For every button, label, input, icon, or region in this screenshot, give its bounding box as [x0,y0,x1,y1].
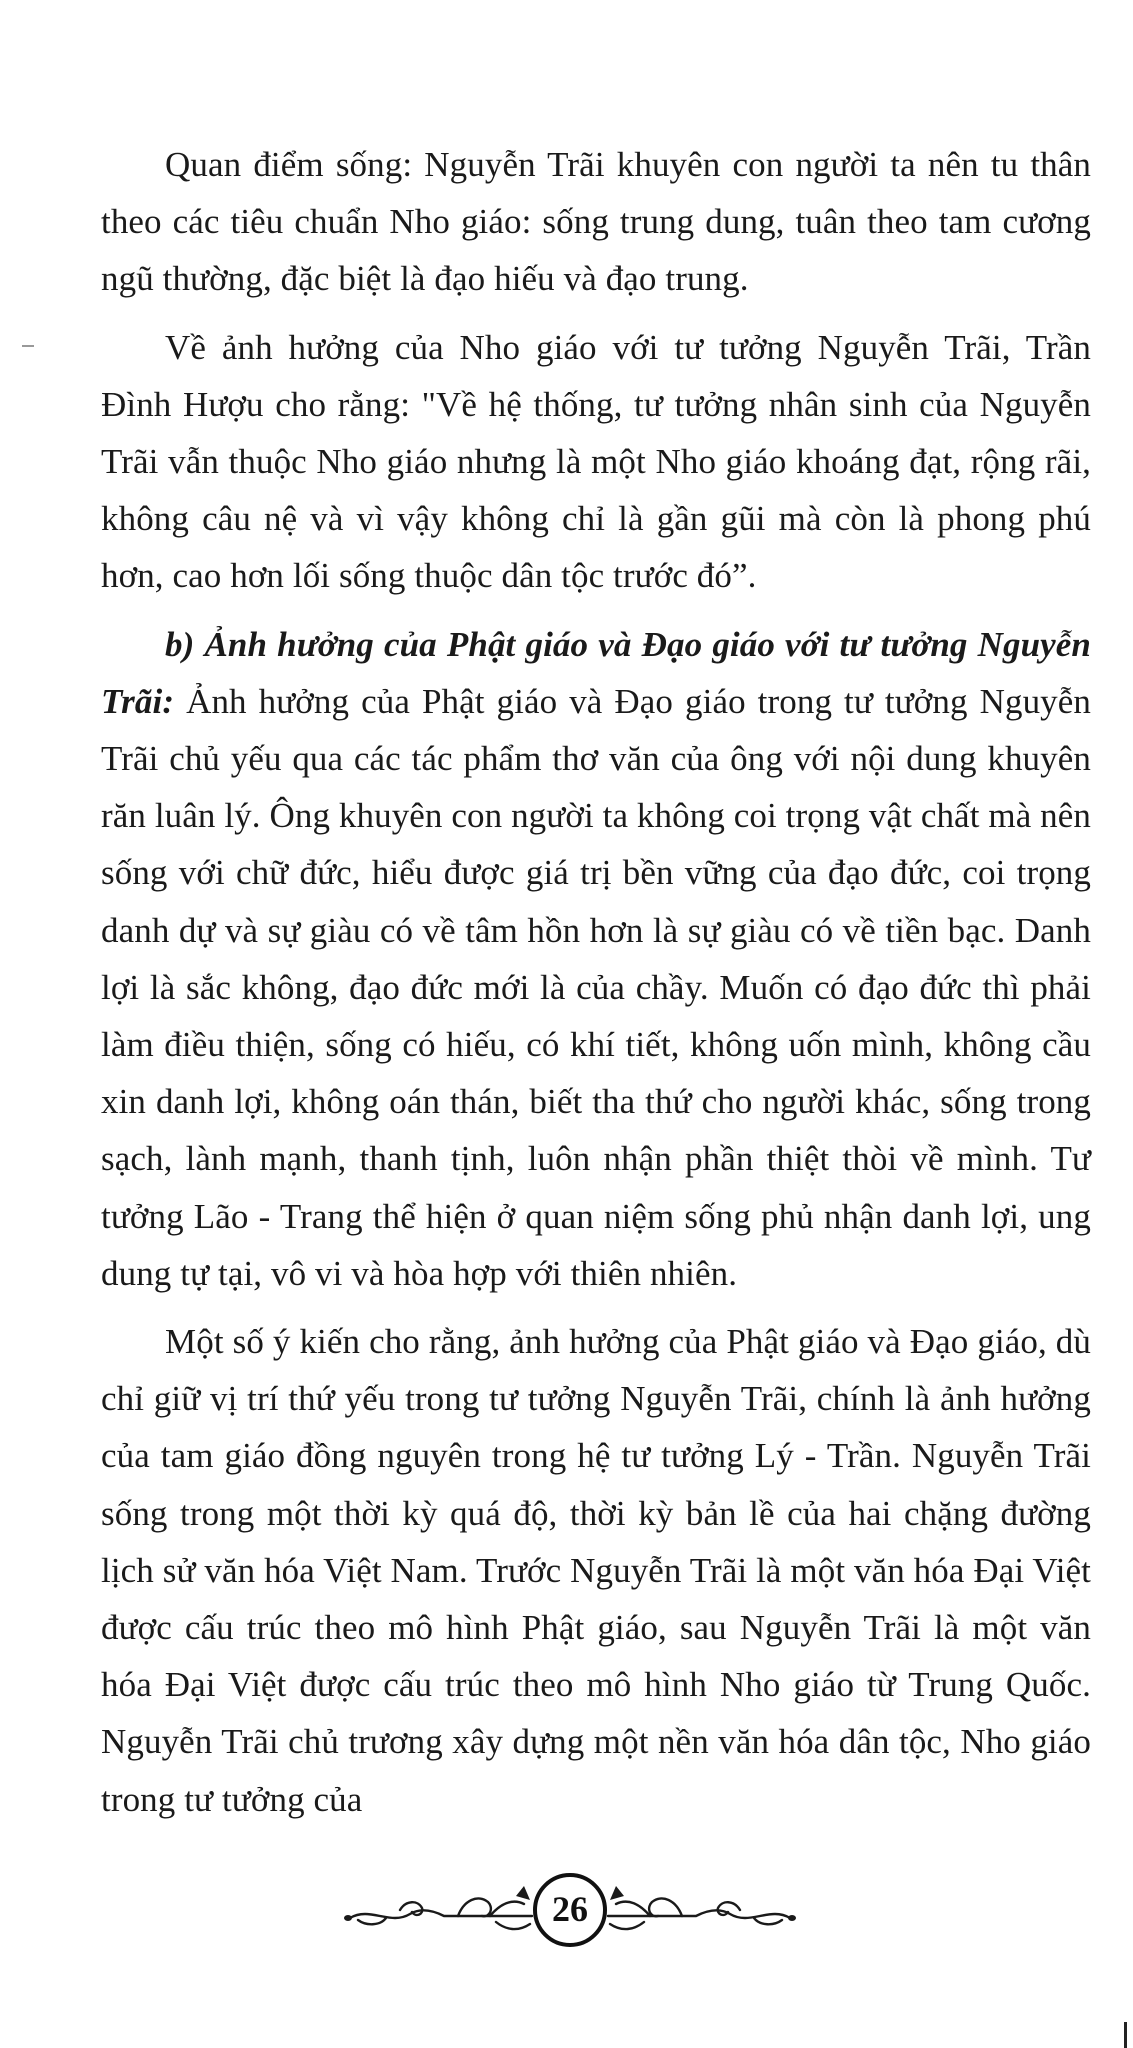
page-footer-ornament [340,1860,800,1956]
paragraph-text: Về ảnh hưởng của Nho giáo với tư tưởng Nguyễn Trãi, Trần Đình Hượu cho rằng: "Về hệ thống, tư tưởng nhân sinh của Nguyễn Trãi vẫn thuộc Nho giáo nhưng là một Nho giáo khoáng đạt, rộng rãi, không câu nệ và vì vậy không chỉ là gần gũi mà còn là phong phú hơn, cao hơn lối sống thuộc dân tộc trước đó”. [101,327,1091,596]
margin-mark [22,345,34,347]
paragraph [101,1313,1091,1828]
section-heading: b) Ảnh hưởng của Phật giáo và Đạo giáo với tư tưởng Nguyễn Trãi: [101,624,1091,721]
paragraph-text: Ảnh hưởng của Phật giáo và Đạo giáo trong tư tưởng Nguyễn Trãi chủ yếu qua các tác phẩm thơ văn của ông với nội dung khuyên răn luân lý. Ông khuyên con người ta không coi trọng vật chất mà nên sống với chữ đức, hiểu được giá trị bền vững của đạo đức, coi trọng danh dự và sự giàu có về tâm hồn hơn là sự giàu có về tiền bạc. Danh lợi là sắc không, đạo đức mới là của chầy. Muốn có đạo đức thì phải làm điều thiện, sống có hiếu, có khí tiết, không uốn mình, không cầu xin danh lợi, không oán thán, biết tha thứ cho người khác, sống trong sạch, lành mạnh, thanh tịnh, luôn nhận phần thiệt thòi về mình. Tư tưởng Lão - Trang thể hiện ở quan niệm sống phủ nhận danh lợi, ung dung tự tại, vô vi và hòa hợp với thiên nhiên. [101,681,1092,1293]
paragraph-text: Quan điểm sống: Nguyễn Trãi khuyên con người ta nên tu thân theo các tiêu chuẩn Nho giáo: sống trung dung, tuân theo tam cương ngũ thường, đặc biệt là đạo hiếu và đạo trung. [101,145,1091,299]
edge-mark [1124,2022,1127,2048]
paragraph [101,136,1091,308]
paragraph-text: Một số ý kiến cho rằng, ảnh hưởng của Phật giáo và Đạo giáo, dù chỉ giữ vị trí thứ yếu trong tư tưởng Nguyễn Trãi, chính là ảnh hưởng của tam giáo đồng nguyên trong hệ tư tưởng Lý - Trần. Nguyễn Trãi sống trong một thời kỳ quá độ, thời kỳ bản lề của hai chặng đường lịch sử văn hóa Việt Nam. Trước Nguyễn Trãi là một văn hóa Đại Việt được cấu trúc theo mô hình Phật giáo, sau Nguyễn Trãi là một văn hóa Đại Việt được cấu trúc theo mô hình Nho giáo từ Trung Quốc. Nguyễn Trãi chủ trương xây dựng một nền văn hóa dân tộc, Nho giáo trong tư tưởng của [101,1322,1091,1819]
body-text [101,136,1091,1839]
page-number: 26 [552,1889,588,1929]
paragraph [101,319,1091,605]
paragraph [101,616,1091,1302]
